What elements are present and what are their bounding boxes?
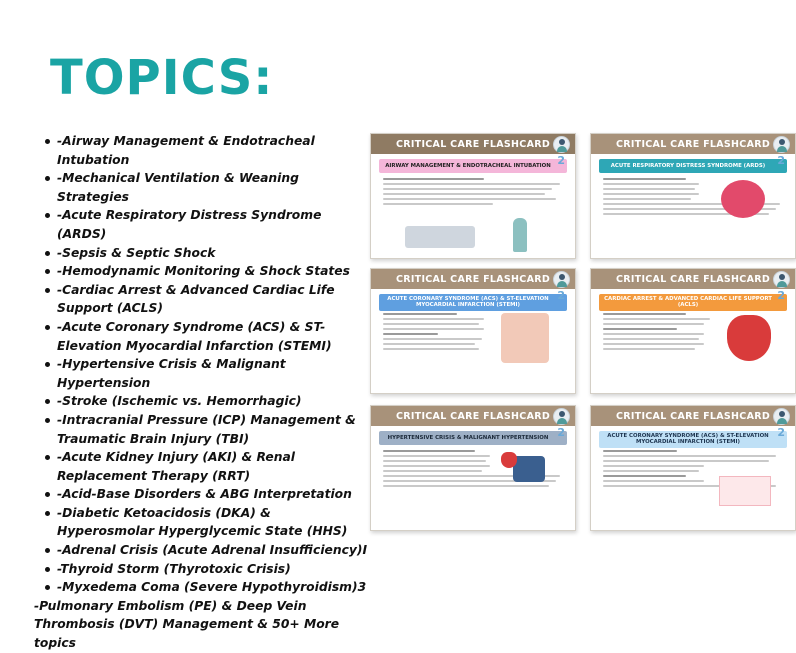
- page-heading: TOPICS:: [50, 50, 274, 106]
- flashcard-acs-stemi: [370, 268, 576, 394]
- blood-pressure-monitor-illustration: [513, 456, 545, 482]
- flashcard-acs-stemi-2: [590, 405, 796, 531]
- topic-item: -Cardiac Arrest & Advanced Cardiac Life Support (ACLS): [30, 281, 370, 318]
- flashcard-body: [383, 178, 567, 252]
- flashcard-topic: ACUTE RESPIRATORY DISTRESS SYNDROME (ARDS): [610, 162, 766, 169]
- heart-illustration: [727, 315, 771, 361]
- nurse-avatar-icon: [773, 408, 790, 425]
- lungs-illustration: [721, 180, 765, 218]
- hospital-bed-illustration: [405, 226, 475, 248]
- topic-item: -Acute Respiratory Distress Syndrome (ARDS): [30, 206, 370, 243]
- flashcard-topic-band: [599, 154, 787, 173]
- flashcard-topic-band: [599, 289, 787, 311]
- flashcard-topic: ACUTE CORONARY SYNDROME (ACS) & ST-ELEVATION MYOCARDIAL INFARCTION (STEMI): [387, 296, 549, 309]
- clinician-illustration: [513, 218, 527, 252]
- topic-item: -Hemodynamic Monitoring & Shock States: [30, 262, 370, 281]
- topic-item: -Sepsis & Septic Shock: [30, 244, 370, 263]
- nurse-avatar-icon: [553, 408, 570, 425]
- flashcard-body: [603, 178, 787, 252]
- flashcard-airway: [370, 133, 576, 259]
- flashcard-topic: HYPERTENSIVE CRISIS & MALIGNANT HYPERTENSION: [387, 434, 549, 441]
- flashcard-number: 2: [777, 426, 785, 439]
- flashcard-topic-band: [379, 426, 567, 445]
- nurse-avatar-icon: [773, 136, 790, 153]
- topic-item: -Intracranial Pressure (ICP) Management & Traumatic Brain Injury (TBI): [30, 411, 370, 448]
- flashcard-header: CRITICAL CARE FLASHCARD: [371, 406, 575, 426]
- flashcard-hypertensive-crisis: [370, 405, 576, 531]
- flashcard-header: CRITICAL CARE FLASHCARD: [371, 134, 575, 154]
- flashcard-topic: ACUTE CORONARY SYNDROME (ACS) & ST-ELEVATION MYOCARDIAL INFARCTION (STEMI): [607, 433, 769, 446]
- flashcard-number: 2: [557, 426, 565, 439]
- flashcard-acls: [590, 268, 796, 394]
- nurse-avatar-icon: [553, 136, 570, 153]
- topic-item-final: -Pulmonary Embolism (PE) & Deep Vein Thrombosis (DVT) Management & 50+ More topics: [34, 598, 340, 651]
- nurse-avatar-icon: [773, 271, 790, 288]
- flashcard-number: 2: [557, 289, 565, 302]
- flashcard-header: CRITICAL CARE FLASHCARD: [591, 406, 795, 426]
- flashcard-body: [383, 313, 567, 387]
- topic-item: -Mechanical Ventilation & Weaning Strategies: [30, 169, 370, 206]
- flashcard-number: 2: [557, 154, 565, 167]
- topic-item: -Acute Coronary Syndrome (ACS) & ST-Elevation Myocardial Infarction (STEMI): [30, 318, 370, 355]
- topic-item: -Stroke (Ischemic vs. Hemorrhagic): [30, 392, 370, 411]
- flashcard-body: [603, 313, 787, 387]
- artery-illustration: [501, 313, 549, 363]
- flashcard-topic-band: [599, 426, 787, 448]
- flashcard-topic-band: [379, 154, 567, 173]
- flashcard-ards: [590, 133, 796, 259]
- flashcard-body: [383, 450, 567, 524]
- flashcard-topic: AIRWAY MANAGEMENT & ENDOTRACHEAL INTUBATION: [385, 162, 551, 169]
- topic-item: -Hypertensive Crisis & Malignant Hypertension: [30, 355, 370, 392]
- topic-item: -Acute Kidney Injury (AKI) & Renal Replacement Therapy (RRT): [30, 448, 370, 485]
- flashcard-topic: CARDIAC ARREST & ADVANCED CARDIAC LIFE SUPPORT (ACLS): [604, 296, 772, 309]
- topic-list: [30, 132, 370, 653]
- topic-item: -Thyroid Storm (Thyrotoxic Crisis): [30, 560, 370, 579]
- ecg-strip-illustration: [719, 476, 771, 506]
- topic-item: -Airway Management & Endotracheal Intubation: [30, 132, 370, 169]
- flashcard-topic-band: [379, 289, 567, 311]
- topic-item: -Acid-Base Disorders & ABG Interpretation: [30, 485, 370, 504]
- flashcard-number: 2: [777, 289, 785, 302]
- topic-item: -Adrenal Crisis (Acute Adrenal Insufficiency)I: [30, 541, 370, 560]
- heart-illustration: [501, 452, 517, 468]
- flashcard-header: CRITICAL CARE FLASHCARD: [371, 269, 575, 289]
- flashcard-body: [603, 450, 787, 524]
- flashcard-number: 2: [777, 154, 785, 167]
- flashcard-header: CRITICAL CARE FLASHCARD: [591, 269, 795, 289]
- flashcard-header: CRITICAL CARE FLASHCARD: [591, 134, 795, 154]
- nurse-avatar-icon: [553, 271, 570, 288]
- topic-item: -Myxedema Coma (Severe Hypothyroidism)3: [30, 578, 370, 597]
- topic-item: -Diabetic Ketoacidosis (DKA) & Hyperosmolar Hyperglycemic State (HHS): [30, 504, 370, 541]
